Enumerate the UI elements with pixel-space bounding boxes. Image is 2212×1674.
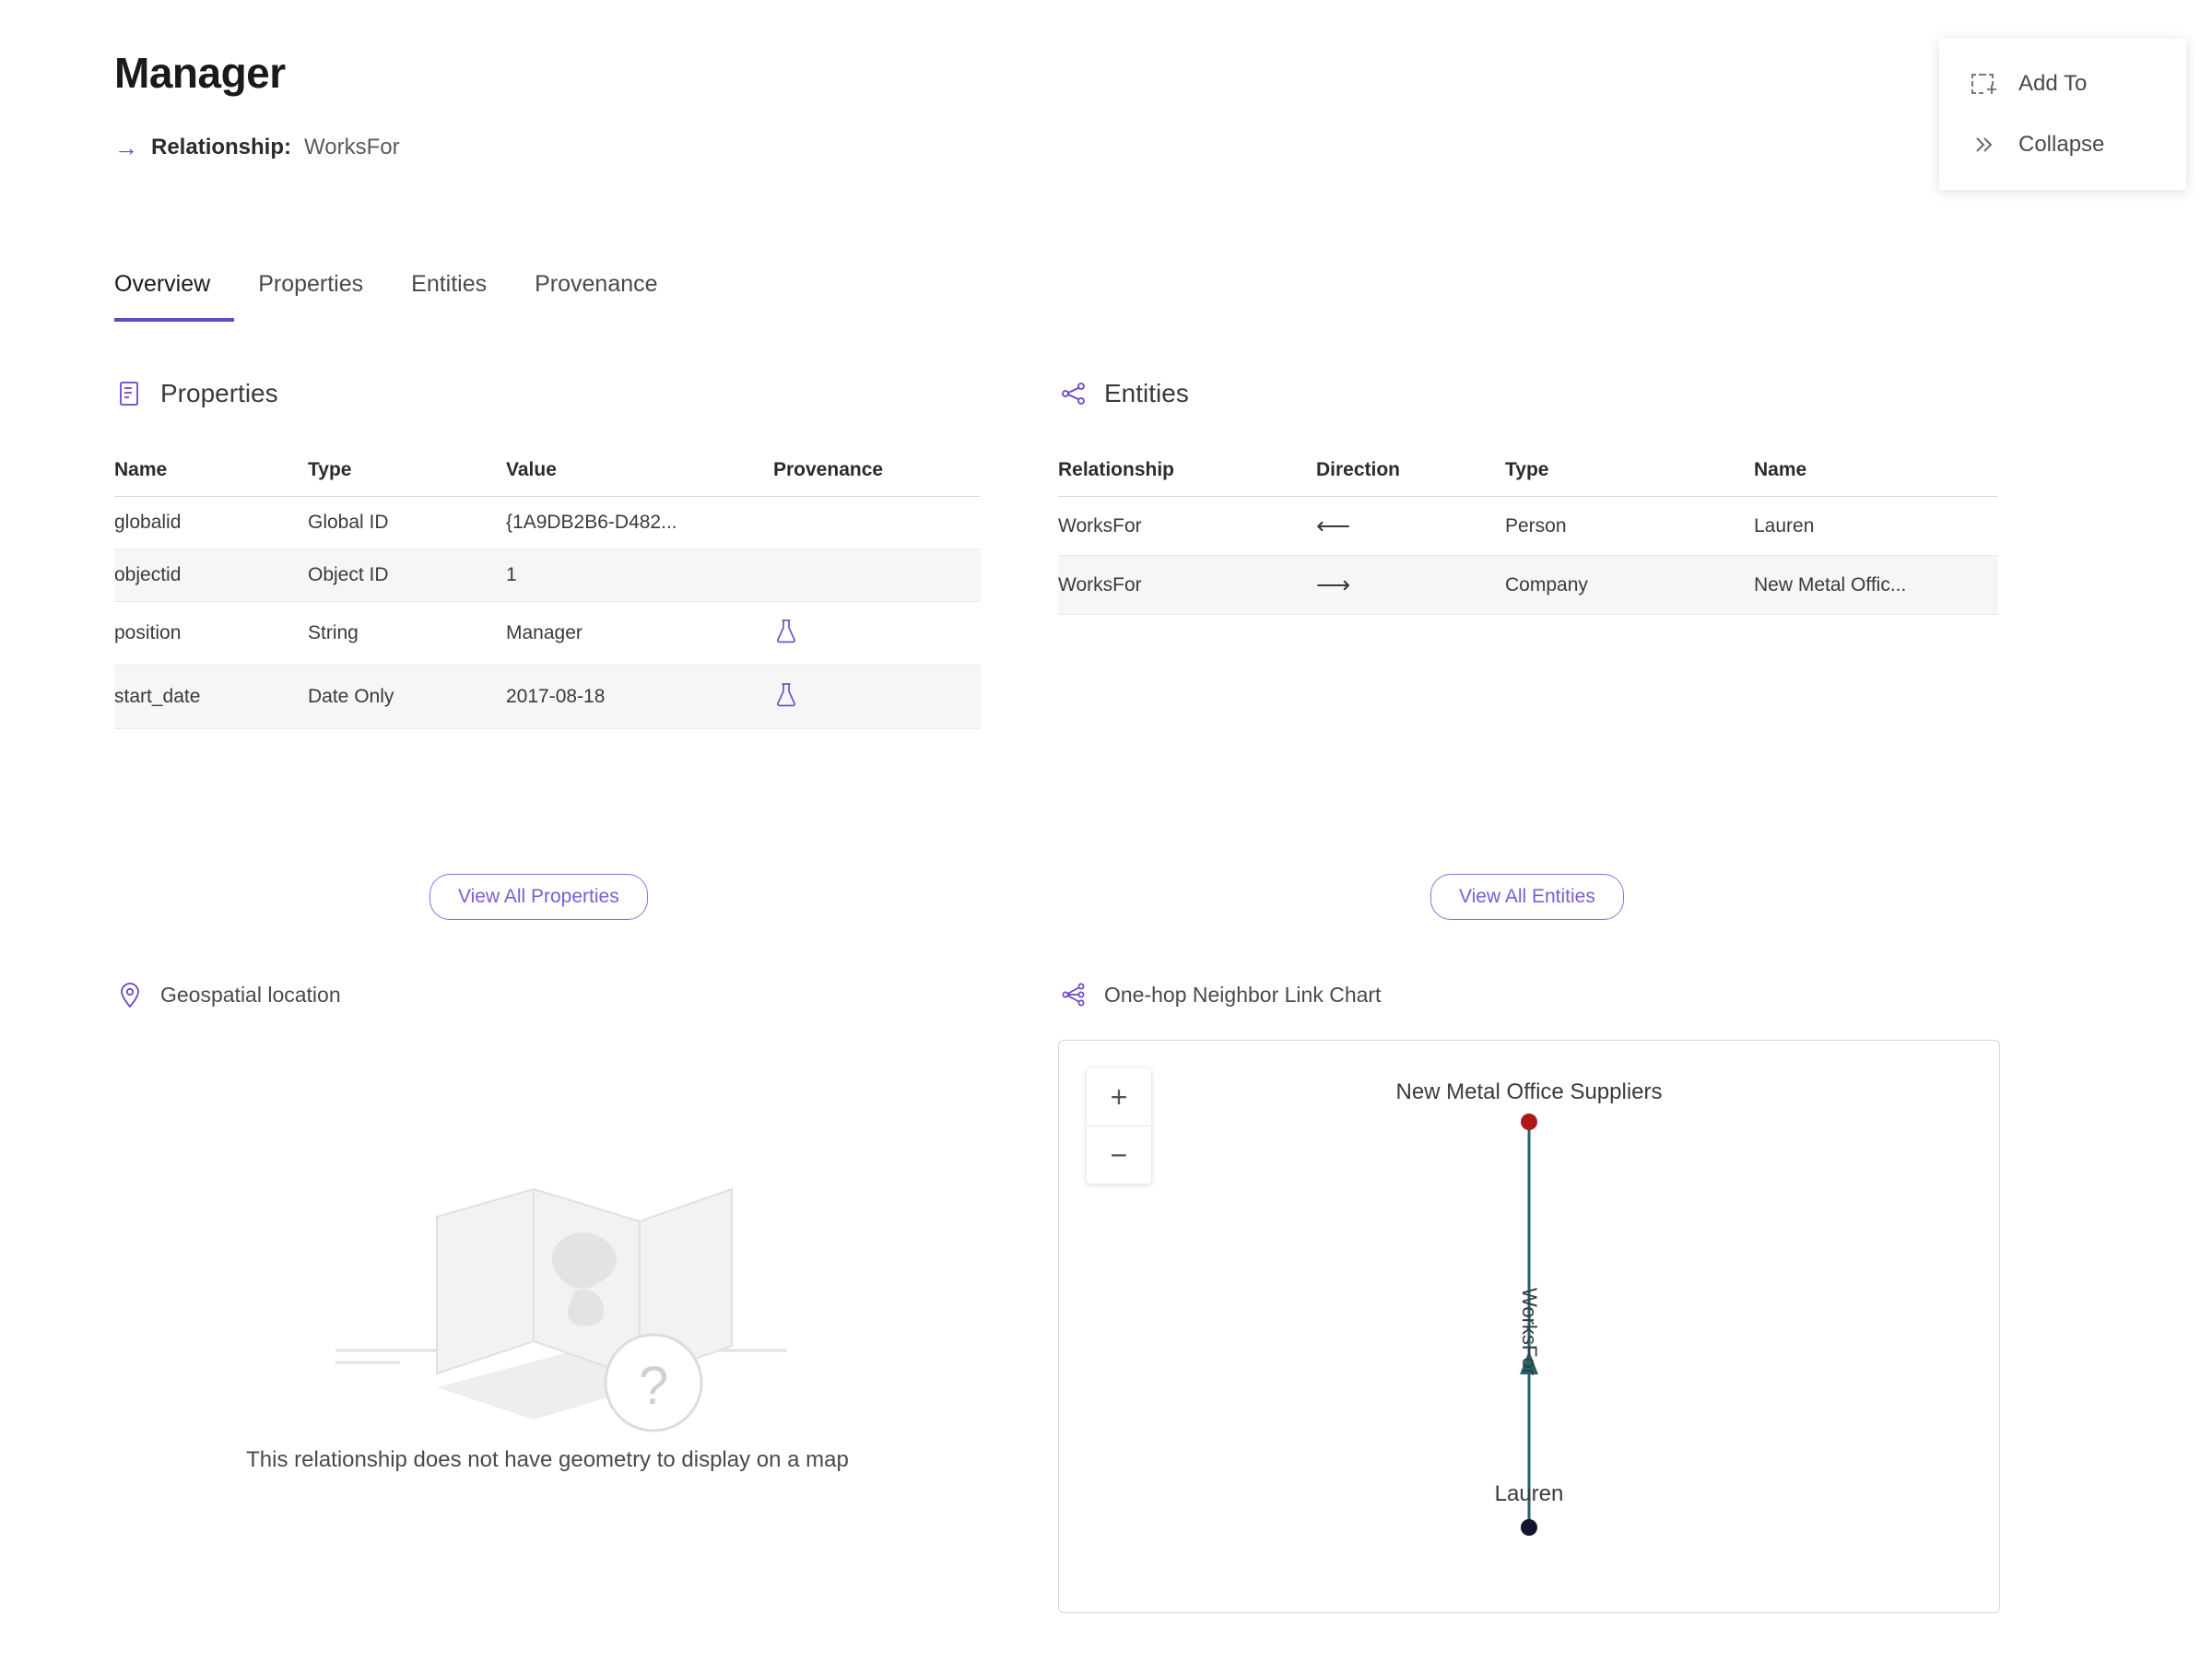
table-row[interactable] bbox=[114, 549, 981, 602]
properties-table bbox=[114, 459, 981, 729]
col-value: Value bbox=[506, 459, 773, 497]
cell-provenance bbox=[773, 497, 981, 549]
col-name: Name bbox=[114, 459, 308, 497]
edge-label-worksfor: WorksFor bbox=[1518, 1288, 1541, 1375]
view-all-entities-button[interactable]: View All Entities bbox=[1430, 874, 1624, 920]
cell-relationship: WorksFor bbox=[1058, 556, 1316, 615]
geospatial-header bbox=[114, 979, 341, 1010]
cell-provenance bbox=[773, 549, 981, 602]
cell-entity-link[interactable]: New Metal Offic... bbox=[1754, 556, 1998, 615]
cell-value: Manager bbox=[506, 602, 773, 666]
add-to-label: Add To bbox=[2018, 71, 2088, 96]
cell-entity-link[interactable]: Lauren bbox=[1754, 497, 1998, 556]
tab-properties[interactable]: Properties bbox=[258, 271, 364, 297]
cell-value: 2017-08-18 bbox=[506, 666, 773, 729]
entities-graph-icon bbox=[1058, 378, 1089, 409]
properties-section-header bbox=[114, 378, 278, 409]
cell-value: {1A9DB2B6-D482... bbox=[506, 497, 773, 549]
chevron-double-right-icon bbox=[1969, 131, 1996, 159]
properties-header-row bbox=[114, 459, 981, 497]
properties-icon bbox=[114, 378, 146, 409]
flask-icon[interactable] bbox=[773, 680, 799, 708]
cell-type: Global ID bbox=[308, 497, 506, 549]
tab-overview[interactable]: Overview bbox=[114, 265, 234, 322]
entities-heading: Entities bbox=[1104, 379, 1189, 407]
zoom-in-button[interactable]: + bbox=[1087, 1068, 1151, 1126]
cell-type: Person bbox=[1505, 497, 1754, 556]
cell-direction: ⟵ bbox=[1316, 497, 1505, 556]
link-chart-heading: One-hop Neighbor Link Chart bbox=[1104, 982, 1382, 1007]
cell-name: objectid bbox=[114, 549, 308, 602]
cell-type: String bbox=[308, 602, 506, 666]
collapse-label: Collapse bbox=[2018, 132, 2105, 157]
cell-value: 1 bbox=[506, 549, 773, 602]
table-row[interactable] bbox=[1058, 556, 1998, 615]
cell-direction: ⟶ bbox=[1316, 556, 1505, 615]
map-empty-message: This relationship does not have geometry to display on a map bbox=[246, 1447, 849, 1472]
view-all-properties-button[interactable]: View All Properties bbox=[429, 874, 648, 920]
page-title: Manager bbox=[114, 49, 286, 97]
tab-provenance[interactable]: Provenance bbox=[535, 271, 658, 297]
cell-provenance bbox=[773, 602, 981, 666]
table-row[interactable] bbox=[114, 602, 981, 666]
link-chart-icon bbox=[1058, 979, 1089, 1010]
map-empty-state bbox=[114, 1042, 981, 1539]
cell-name: globalid bbox=[114, 497, 308, 549]
relationship-subtitle bbox=[114, 135, 400, 160]
flask-icon[interactable] bbox=[773, 617, 799, 644]
entities-table bbox=[1058, 459, 1998, 615]
link-chart-canvas[interactable] bbox=[1058, 1040, 2000, 1613]
add-to-button[interactable] bbox=[1939, 53, 2186, 114]
tab-entities[interactable]: Entities bbox=[411, 271, 488, 297]
cell-type: Date Only bbox=[308, 666, 506, 729]
tab-bar bbox=[114, 265, 682, 322]
cell-type: Company bbox=[1505, 556, 1754, 615]
link-chart-header bbox=[1058, 979, 1381, 1010]
add-to-icon bbox=[1969, 70, 1996, 98]
properties-heading: Properties bbox=[160, 379, 278, 407]
table-row[interactable] bbox=[1058, 497, 1998, 556]
cell-relationship: WorksFor bbox=[1058, 497, 1316, 556]
relationship-label: Relationship: bbox=[151, 135, 292, 159]
svg-text:?: ? bbox=[638, 1356, 669, 1416]
location-pin-icon bbox=[114, 979, 146, 1010]
table-row[interactable] bbox=[114, 666, 981, 729]
collapse-button[interactable] bbox=[1939, 114, 2186, 175]
cell-name: start_date bbox=[114, 666, 308, 729]
action-panel bbox=[1939, 39, 2186, 190]
zoom-out-button[interactable]: − bbox=[1110, 1138, 1128, 1172]
col-relationship: Relationship bbox=[1058, 459, 1316, 497]
col-type: Type bbox=[1505, 459, 1754, 497]
col-type: Type bbox=[308, 459, 506, 497]
node-label-company[interactable]: New Metal Office Suppliers bbox=[1395, 1079, 1663, 1104]
col-provenance: Provenance bbox=[773, 459, 981, 497]
entities-header-row bbox=[1058, 459, 1998, 497]
geospatial-heading: Geospatial location bbox=[160, 982, 341, 1007]
cell-provenance bbox=[773, 666, 981, 729]
cell-type: Object ID bbox=[308, 549, 506, 602]
table-row[interactable] bbox=[114, 497, 981, 549]
node-label-person[interactable]: Lauren bbox=[1494, 1481, 1564, 1506]
relationship-value: WorksFor bbox=[304, 135, 400, 159]
map-placeholder-illustration bbox=[299, 1152, 796, 1461]
col-name: Name bbox=[1754, 459, 1998, 497]
right-arrow-icon: → bbox=[114, 134, 138, 161]
cell-name: position bbox=[114, 602, 308, 666]
col-direction: Direction bbox=[1316, 459, 1505, 497]
entities-section-header bbox=[1058, 378, 1189, 409]
